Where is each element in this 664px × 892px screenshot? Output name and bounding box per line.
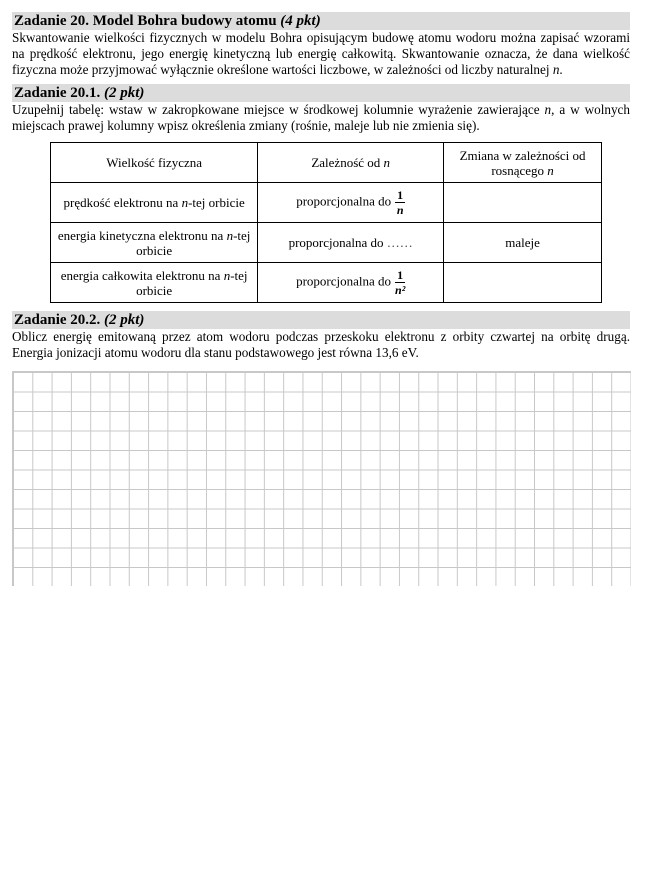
fraction: $\frac{1}{n}$ xyxy=(396,188,404,217)
task-20-2-points: (2 pkt) xyxy=(104,312,145,328)
task-20-intro xyxy=(12,30,630,80)
variable-n: n xyxy=(544,102,552,117)
task-20-1-points: (2 pkt) xyxy=(104,85,145,101)
row-quantity: prędkość elektronu na n-tej orbicie xyxy=(51,183,258,223)
table-row xyxy=(51,263,602,303)
row-quantity: energia całkowita elektronu na n-tej orbicie xyxy=(51,263,258,303)
task-20-2-instruction: Oblicz energię emitowaną przez atom wodoru podczas przeskoku elektronu z orbity czwartej na orbitę drugą. Energia jonizacji atomu wodoru dla stanu podstawowego jest równa 13,6 eV. xyxy=(12,329,630,360)
task-20-intro-end: . xyxy=(559,62,563,77)
task-20-1-text-b: , a w wolnych miejscach prawej kolumny wpisz określenia zmiany (rośnie, maleje lub nie zmienia się). xyxy=(12,102,630,133)
table-header-row xyxy=(51,143,602,183)
task-20-header xyxy=(12,12,630,30)
row-dependency: proporcjonalna do $\frac{1}{n}$ xyxy=(258,183,444,223)
exam-page xyxy=(12,12,630,586)
fraction: $\frac{1}{\text{n²}}$ xyxy=(395,268,406,297)
task-20-2-title: Zadanie 20.2. xyxy=(14,312,101,328)
row-quantity: energia kinetyczna elektronu na n-tej orbicie xyxy=(51,223,258,263)
task-20-intro-text: Skwantowanie wielkości fizycznych w modelu Bohra opisującym budowę atomu wodoru można zapisać wzorami na prędkość elektronu, jego energię kinetyczną lub energię całkowitą. Skwantowanie oznacza, że dana wielkość fizyczna może przyjmować wyłącznie określone wartości liczbowe, w zależności od liczby naturalnej xyxy=(12,30,630,77)
table-row xyxy=(51,223,602,263)
answer-cell-dependency[interactable]: proporcjonalna do …… xyxy=(258,223,444,263)
answer-cell-change[interactable] xyxy=(444,263,602,303)
header-quantity: Wielkość fizyczna xyxy=(51,143,258,183)
task-20-1-instruction xyxy=(12,102,630,136)
task-20-1-title: Zadanie 20.1. xyxy=(14,85,101,101)
header-dependency: Zależność od n xyxy=(258,143,444,183)
answer-cell-change[interactable] xyxy=(444,183,602,223)
row-dependency: proporcjonalna do $\frac{1}{\text{n²}}$ xyxy=(258,263,444,303)
header-change: Zmiana w zależności od rosnącego n xyxy=(444,143,602,183)
variable-n: n xyxy=(552,62,560,77)
task-20-2-header xyxy=(12,311,630,329)
task-20-1-header xyxy=(12,84,630,102)
table-row xyxy=(51,183,602,223)
task-20-points: (4 pkt) xyxy=(280,13,321,29)
task-20-title: Zadanie 20. Model Bohra budowy atomu xyxy=(14,13,277,29)
quantization-table xyxy=(50,142,602,303)
dotted-placeholder: …… xyxy=(386,235,413,250)
row-change: maleje xyxy=(444,223,602,263)
task-20-1-text-a: Uzupełnij tabelę: wstaw w zakropkowane miejsce w środkowej kolumnie wyrażenie zawierające xyxy=(12,102,545,117)
answer-grid[interactable] xyxy=(12,371,631,586)
